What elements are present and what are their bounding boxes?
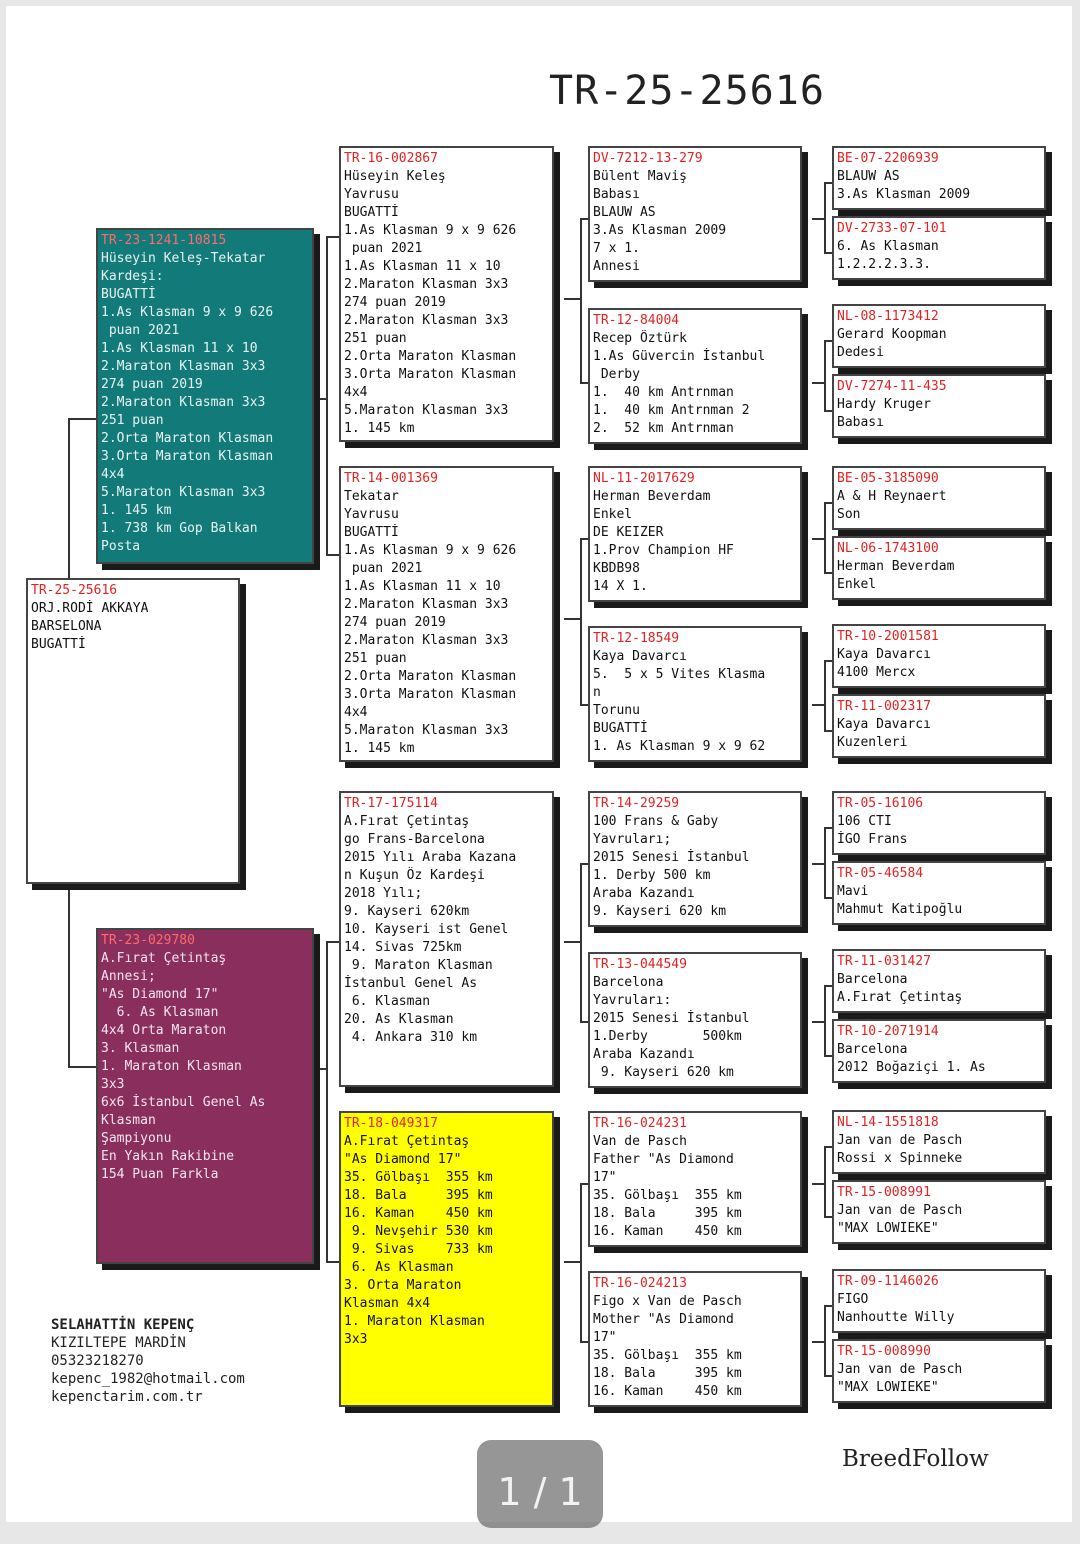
card-line: Rossi x Spinneke xyxy=(837,1151,963,1166)
card-line: BUGATTİ xyxy=(101,287,156,302)
card-line: 5.Maraton Klasman 3x3 xyxy=(344,723,509,738)
card-line: Kardeşi: xyxy=(101,269,164,284)
card-line: 2.Maraton Klasman 3x3 xyxy=(344,277,509,292)
gen4-card-12 xyxy=(832,1019,1046,1083)
card-line: 251 puan xyxy=(344,651,407,666)
card-line: Bülent Maviş xyxy=(593,169,687,184)
card-line: Barcelona xyxy=(837,1042,908,1057)
card-line: 1.As Klasman 11 x 10 xyxy=(344,259,501,274)
ring-number: TR-23-1241-10815 xyxy=(101,233,227,248)
dam-card xyxy=(96,928,314,1264)
ring-number: NL-14-1551818 xyxy=(837,1115,939,1130)
ring-number: TR-18-049317 xyxy=(344,1116,438,1131)
card-line: 154 Puan Farkla xyxy=(101,1167,219,1182)
card-line: 16. Kaman 450 km xyxy=(593,1224,742,1239)
card-line: 2.Orta Maraton Klasman xyxy=(344,349,517,364)
connector-line xyxy=(564,618,580,620)
grandsire-maternal-card xyxy=(339,791,554,1087)
card-line: Yavrusu xyxy=(344,187,399,202)
card-line: Yavruları: xyxy=(593,993,672,1008)
card-line: 3.Orta Maraton Klasman xyxy=(344,367,517,382)
card-line: 9. Kayseri 620 km xyxy=(593,1065,734,1080)
card-line: "MAX LOWIEKE" xyxy=(837,1380,939,1395)
card-line: 2.Orta Maraton Klasman xyxy=(101,431,274,446)
card-line: Jan van de Pasch xyxy=(837,1203,963,1218)
ring-number: TR-12-18549 xyxy=(593,631,680,646)
card-line: 35. Gölbaşı 355 km xyxy=(344,1170,493,1185)
breeder-phone: 05323218270 xyxy=(51,1353,144,1369)
card-line: Nanhoutte Willy xyxy=(837,1310,955,1325)
card-line: Hüseyin Keleş xyxy=(344,169,446,184)
ring-number: NL-06-1743100 xyxy=(837,541,939,556)
card-line: A & H Reynaert xyxy=(837,489,947,504)
card-line: Hüseyin Keleş-Tekatar xyxy=(101,251,266,266)
card-line: BUGATTİ xyxy=(31,637,86,652)
gen3-card-7 xyxy=(588,1111,802,1247)
card-line: 2.Orta Maraton Klasman xyxy=(344,669,517,684)
card-line: 251 puan xyxy=(101,413,164,428)
card-line: 1.As Klasman 9 x 9 626 xyxy=(344,223,517,238)
ring-number: NL-11-2017629 xyxy=(593,471,695,486)
card-line: ORJ.RODİ AKKAYA xyxy=(31,601,149,616)
card-line: 17" xyxy=(593,1170,617,1185)
gen4-card-6 xyxy=(832,536,1046,600)
card-line: Babası xyxy=(593,187,640,202)
ring-number: TR-10-2001581 xyxy=(837,629,939,644)
breeder-website: kepenctarim.com.tr xyxy=(51,1389,203,1405)
card-line: "MAX LOWIEKE" xyxy=(837,1221,939,1236)
card-line: 5.Maraton Klasman 3x3 xyxy=(344,403,509,418)
granddam-paternal-card xyxy=(339,466,554,762)
card-line: BUGATTİ xyxy=(344,205,399,220)
ring-number: TR-11-002317 xyxy=(837,699,931,714)
card-line: 3. Orta Maraton xyxy=(344,1278,462,1293)
card-line: Kaya Davarcı xyxy=(593,649,687,664)
card-line: 2.Maraton Klasman 3x3 xyxy=(101,359,266,374)
gen4-card-5 xyxy=(832,466,1046,530)
card-line: 2015 Senesi İstanbul xyxy=(593,1011,750,1026)
card-line: 2.Maraton Klasman 3x3 xyxy=(344,313,509,328)
card-line: 274 puan 2019 xyxy=(101,377,203,392)
connector-line xyxy=(812,704,824,706)
card-line: Barcelona xyxy=(837,972,908,987)
card-line: Son xyxy=(837,507,861,522)
card-line: 2.Maraton Klasman 3x3 xyxy=(344,633,509,648)
ring-number: NL-08-1173412 xyxy=(837,309,939,324)
card-line: 1. 40 km Antrnman 2 xyxy=(593,403,750,418)
card-line: 35. Gölbaşı 355 km xyxy=(593,1188,742,1203)
card-line: 2.Maraton Klasman 3x3 xyxy=(101,395,266,410)
ring-number: DV-7212-13-279 xyxy=(593,151,703,166)
card-line: 106 CTI xyxy=(837,814,892,829)
card-line: Jan van de Pasch xyxy=(837,1133,963,1148)
card-line: Mavi xyxy=(837,884,869,899)
card-line: A.Fırat Çetintaş xyxy=(344,814,470,829)
card-line: 2018 Yılı; xyxy=(344,886,423,901)
gen3-card-3 xyxy=(588,466,802,602)
card-line: Jan van de Pasch xyxy=(837,1362,963,1377)
card-line: BLAUW AS xyxy=(593,205,656,220)
card-line: FIGO xyxy=(837,1292,869,1307)
card-line: 6. As Klasman xyxy=(837,239,939,254)
card-line: Kaya Davarcı xyxy=(837,717,931,732)
card-line: BUGATTİ xyxy=(593,721,648,736)
card-line: 9. Kayseri 620 km xyxy=(593,904,727,919)
gen4-card-15 xyxy=(832,1269,1046,1333)
card-line: 6. As Klasman xyxy=(344,1260,454,1275)
card-line: 17" xyxy=(593,1330,617,1345)
card-line: 20. As Klasman xyxy=(344,1012,454,1027)
card-line: 18. Bala 395 km xyxy=(593,1206,742,1221)
card-line: Annesi xyxy=(593,259,640,274)
card-line: 35. Gölbaşı 355 km xyxy=(593,1348,742,1363)
card-line: A.Fırat Çetintaş xyxy=(837,990,963,1005)
connector-line xyxy=(824,660,826,732)
connector-line xyxy=(580,1183,582,1343)
card-line: 6. As Klasman xyxy=(101,1005,219,1020)
card-line: go Frans-Barcelona xyxy=(344,832,485,847)
card-line: 10. Kayseri ist Genel xyxy=(344,922,509,937)
ring-number: TR-09-1146026 xyxy=(837,1274,939,1289)
card-line: 7 x 1. xyxy=(593,241,640,256)
connector-line xyxy=(564,1261,580,1263)
card-line: 2015 Senesi İstanbul xyxy=(593,850,750,865)
card-line: 1. 145 km xyxy=(101,503,172,518)
card-line: 1. 738 km Gop Balkan xyxy=(101,521,258,536)
card-line: 1.As Klasman 11 x 10 xyxy=(101,341,258,356)
connector-line xyxy=(812,538,824,540)
card-line: En Yakın Rakibine xyxy=(101,1149,235,1164)
card-line: A.Fırat Çetintaş xyxy=(101,951,227,966)
connector-line xyxy=(812,382,824,384)
card-line: 3x3 xyxy=(101,1077,125,1092)
connector-line xyxy=(812,863,824,865)
card-line: 3.Orta Maraton Klasman xyxy=(344,687,517,702)
ring-number: TR-12-84004 xyxy=(593,313,680,328)
card-line: Dedesi xyxy=(837,345,884,360)
gen4-card-7 xyxy=(832,624,1046,688)
card-line: 1.As Klasman 9 x 9 626 xyxy=(344,543,517,558)
card-line: n xyxy=(593,685,601,700)
connector-line xyxy=(326,941,328,1263)
ring-number: TR-05-16106 xyxy=(837,796,924,811)
gen3-card-8 xyxy=(588,1271,802,1407)
ring-number: DV-7274-11-435 xyxy=(837,379,947,394)
card-line: Klasman xyxy=(101,1113,156,1128)
card-line: puan 2021 xyxy=(344,241,423,256)
card-line: 3.Orta Maraton Klasman xyxy=(101,449,274,464)
sire-card xyxy=(96,228,314,564)
card-line: Gerard Koopman xyxy=(837,327,947,342)
connector-line xyxy=(564,941,580,943)
ring-number: BE-05-3185090 xyxy=(837,471,939,486)
connector-line xyxy=(812,218,824,220)
card-line: 1.As Güvercin İstanbul xyxy=(593,349,766,364)
card-line: 14. Sivas 725km xyxy=(344,940,462,955)
breeder-contact xyxy=(51,1316,245,1406)
ring-number: TR-10-2071914 xyxy=(837,1024,939,1039)
gen3-card-4 xyxy=(588,626,802,762)
card-line: 16. Kaman 450 km xyxy=(344,1206,493,1221)
card-line: Torunu xyxy=(593,703,640,718)
connector-line xyxy=(824,1305,826,1377)
card-line: 6x6 İstanbul Genel As xyxy=(101,1095,266,1110)
card-line: n Kuşun Öz Kardeşi xyxy=(344,868,485,883)
card-line: 3. Klasman xyxy=(101,1041,180,1056)
gen4-card-14 xyxy=(832,1180,1046,1244)
card-line: puan 2021 xyxy=(344,561,423,576)
ring-number: TR-17-175114 xyxy=(344,796,438,811)
card-line: Şampiyonu xyxy=(101,1131,172,1146)
card-line: İstanbul Genel As xyxy=(344,976,478,991)
card-line: Klasman 4x4 xyxy=(344,1296,431,1311)
ring-number: TR-05-46584 xyxy=(837,866,924,881)
card-line: 1. 40 km Antrnman xyxy=(593,385,734,400)
subject-pigeon-card xyxy=(26,578,240,884)
card-line: 18. Bala 395 km xyxy=(593,1366,742,1381)
ring-number: BE-07-2206939 xyxy=(837,151,939,166)
page-indicator: 1 / 1 xyxy=(477,1440,603,1528)
card-line: 2012 Boğaziçi 1. As xyxy=(837,1060,986,1075)
connector-line xyxy=(580,538,582,706)
card-line: 1.As Klasman 11 x 10 xyxy=(344,579,501,594)
gen4-card-8 xyxy=(832,694,1046,758)
breedfollow-logo: BreedFollow xyxy=(842,1446,989,1472)
card-line: 2. 52 km Antrnman xyxy=(593,421,734,436)
card-line: Tekatar xyxy=(344,489,399,504)
card-line: BARSELONA xyxy=(31,619,102,634)
card-line: Kaya Davarcı xyxy=(837,647,931,662)
card-line: Barcelona xyxy=(593,975,664,990)
connector-line xyxy=(314,1068,326,1070)
gen3-card-2 xyxy=(588,308,802,444)
connector-line xyxy=(812,1341,824,1343)
card-line: 100 Frans & Gaby xyxy=(593,814,719,829)
card-line: 1.Prov Champion HF xyxy=(593,543,734,558)
card-line: 3x3 xyxy=(344,1332,368,1347)
breeder-name: SELAHATTİN KEPENÇ xyxy=(51,1317,195,1333)
gen4-card-2 xyxy=(832,216,1046,280)
card-line: KBDB98 xyxy=(593,561,640,576)
card-line: İGO Frans xyxy=(837,832,908,847)
card-line: Mother "As Diamond xyxy=(593,1312,734,1327)
gen4-card-10 xyxy=(832,861,1046,925)
gen4-card-11 xyxy=(832,949,1046,1013)
card-line: A.Fırat Çetintaş xyxy=(344,1134,470,1149)
ring-number: DV-2733-07-101 xyxy=(837,221,947,236)
card-line: BLAUW AS xyxy=(837,169,900,184)
card-line: Derby xyxy=(593,367,640,382)
card-line: 9. Maraton Klasman xyxy=(344,958,493,973)
card-line: Recep Öztürk xyxy=(593,331,687,346)
card-line: 4100 Mercx xyxy=(837,665,916,680)
card-line: 4. Ankara 310 km xyxy=(344,1030,478,1045)
card-line: 1. 145 km xyxy=(344,741,415,756)
breeder-email: kepenc_1982@hotmail.com xyxy=(51,1371,245,1387)
ring-number: TR-16-024231 xyxy=(593,1116,687,1131)
card-line: 3.As Klasman 2009 xyxy=(837,187,971,202)
ring-number: TR-15-008990 xyxy=(837,1344,931,1359)
card-line: 16. Kaman 450 km xyxy=(593,1384,742,1399)
connector-line xyxy=(824,985,826,1057)
card-line: 1.As Klasman 9 x 9 626 xyxy=(101,305,274,320)
gen4-card-4 xyxy=(832,374,1046,438)
card-line: Mahmut Katipoğlu xyxy=(837,902,963,917)
connector-line xyxy=(314,398,326,400)
card-line: DE KEIZER xyxy=(593,525,664,540)
card-line: 4x4 xyxy=(344,705,368,720)
ring-number: TR-11-031427 xyxy=(837,954,931,969)
card-line: 274 puan 2019 xyxy=(344,615,446,630)
card-line: 9. Nevşehir 530 km xyxy=(344,1224,493,1239)
connector-line xyxy=(824,502,826,574)
card-line: 1. Maraton Klasman xyxy=(101,1059,242,1074)
connector-line xyxy=(580,863,582,1023)
gen4-card-3 xyxy=(832,304,1046,368)
ring-number: TR-16-002867 xyxy=(344,151,438,166)
card-line: BUGATTİ xyxy=(344,525,399,540)
ring-number: TR-14-001369 xyxy=(344,471,438,486)
pedigree-title: TR-25-25616 xyxy=(549,68,825,114)
card-line: Enkel xyxy=(837,577,877,592)
card-line: 4x4 Orta Maraton xyxy=(101,1023,227,1038)
ring-number: TR-14-29259 xyxy=(593,796,680,811)
connector-line xyxy=(580,218,582,384)
card-line: 251 puan xyxy=(344,331,407,346)
card-line: Posta xyxy=(101,539,141,554)
card-line: Father "As Diamond xyxy=(593,1152,734,1167)
card-line: Yavruları; xyxy=(593,832,672,847)
card-line: 3.As Klasman 2009 xyxy=(593,223,727,238)
card-line: 2.Maraton Klasman 3x3 xyxy=(344,597,509,612)
connector-line xyxy=(824,827,826,899)
connector-line xyxy=(824,1146,826,1218)
grandsire-paternal-card xyxy=(339,146,554,442)
card-line: 18. Bala 395 km xyxy=(344,1188,493,1203)
gen3-card-1 xyxy=(588,146,802,282)
connector-line xyxy=(824,340,826,412)
card-line: 9. Sivas 733 km xyxy=(344,1242,493,1257)
ring-number: TR-15-008991 xyxy=(837,1185,931,1200)
card-line: 4x4 xyxy=(101,467,125,482)
card-line: Yavrusu xyxy=(344,507,399,522)
card-line: 1. Maraton Klasman xyxy=(344,1314,485,1329)
card-line: 6. Klasman xyxy=(344,994,431,1009)
card-line: 4x4 xyxy=(344,385,368,400)
gen3-card-6 xyxy=(588,952,802,1088)
card-line: Araba Kazandı xyxy=(593,886,695,901)
ring-number: TR-13-044549 xyxy=(593,957,687,972)
breeder-location: KIZILTEPE MARDİN xyxy=(51,1335,186,1351)
card-line: 14 X 1. xyxy=(593,579,648,594)
connector-line xyxy=(824,182,826,254)
card-line: puan 2021 xyxy=(101,323,180,338)
card-line: 1.2.2.2.3.3. xyxy=(837,257,931,272)
card-line: 1. 145 km xyxy=(344,421,415,436)
card-line: Figo x Van de Pasch xyxy=(593,1294,742,1309)
connector-line xyxy=(326,236,328,556)
gen4-card-13 xyxy=(832,1110,1046,1174)
card-line: Hardy Kruger xyxy=(837,397,931,412)
card-line: 5.Maraton Klasman 3x3 xyxy=(101,485,266,500)
card-line: "As Diamond 17" xyxy=(344,1152,462,1167)
card-line: 1. As Klasman 9 x 9 62 xyxy=(593,739,766,754)
card-line: Herman Beverdam xyxy=(593,489,711,504)
card-line: 1. Derby 500 km xyxy=(593,868,711,883)
card-line: Araba Kazandı xyxy=(593,1047,695,1062)
card-line: 5. 5 x 5 Vites Klasma xyxy=(593,667,766,682)
card-line: Kuzenleri xyxy=(837,735,908,750)
card-line: 9. Kayseri 620km xyxy=(344,904,470,919)
card-line: 2015 Yılı Araba Kazana xyxy=(344,850,517,865)
card-line: Enkel xyxy=(593,507,633,522)
pedigree-sheet xyxy=(6,6,1072,1522)
card-line: Annesi; xyxy=(101,969,156,984)
granddam-maternal-card xyxy=(339,1111,554,1407)
gen4-card-16 xyxy=(832,1339,1046,1403)
gen4-card-9 xyxy=(832,791,1046,855)
card-line: Babası xyxy=(837,415,884,430)
connector-line xyxy=(812,1183,824,1185)
gen4-card-1 xyxy=(832,146,1046,210)
ring-number: TR-23-029780 xyxy=(101,933,195,948)
card-line: Herman Beverdam xyxy=(837,559,955,574)
ring-number: TR-16-024213 xyxy=(593,1276,687,1291)
card-line: 274 puan 2019 xyxy=(344,295,446,310)
connector-line xyxy=(812,1021,824,1023)
connector-line xyxy=(564,298,580,300)
gen3-card-5 xyxy=(588,791,802,927)
card-line: Van de Pasch xyxy=(593,1134,687,1149)
ring-number: TR-25-25616 xyxy=(31,583,118,598)
card-line: 1.Derby 500km xyxy=(593,1029,742,1044)
card-line: "As Diamond 17" xyxy=(101,987,219,1002)
